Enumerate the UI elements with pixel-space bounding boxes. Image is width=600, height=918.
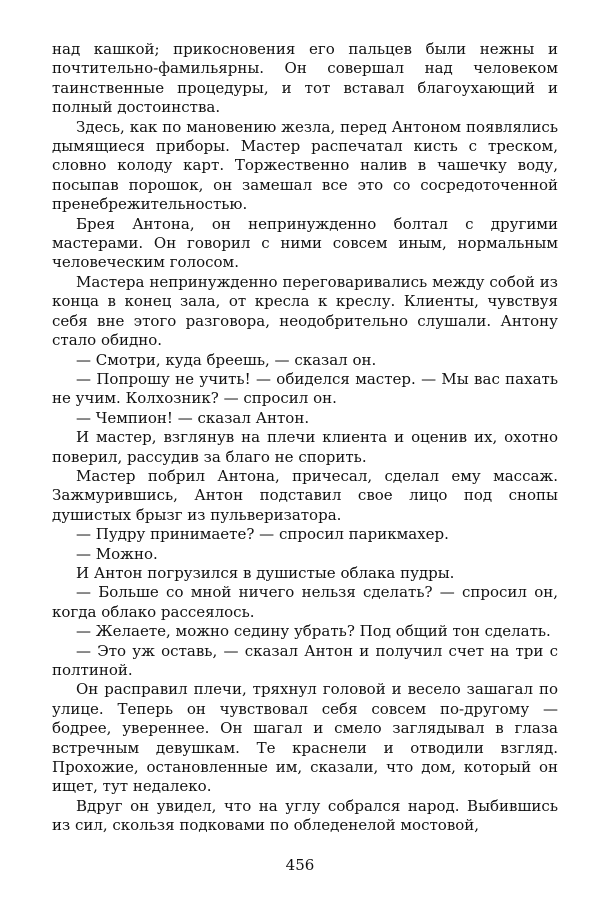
paragraph: над кашкой; прикосновения его пальцев были нежны и почтительно-фамильярны. Он совершал над человеком таинственные процедуры, и тот вставал благоухающий и полный достоинства. <box>52 40 558 117</box>
dialogue-line: — Смотри, куда бреешь, — сказал он. <box>76 350 377 369</box>
paragraph: И Антон погрузился в душистые облака пудры. <box>76 563 455 582</box>
dialogue-line: — Это уж оставь, — сказал Антон и получил счет на три с полтиной. <box>52 641 558 679</box>
paragraph: Здесь, как по мановению жезла, перед Антоном появлялись дымящиеся приборы. Мастер распечатал кисть с треском, словно колоду карт. Торжественно налив в чашечку воду, посыпав порошок, он замешал все это со сосредоточенной пренебрежительностью. <box>52 117 558 214</box>
page-text <box>52 40 558 836</box>
paragraph: И мастер, взглянув на плечи клиента и оценив их, охотно поверил, рассудив за благо не спорить. <box>52 428 558 466</box>
paragraph: Мастера непринужденно переговаривались между собой из конца в конец зала, от кресла к креслу. Клиенты, чувствуя себя вне этого разговора, неодобрительно слушали. Антону стало обидно. <box>52 272 558 350</box>
dialogue-line: — Желаете, можно седину убрать? Под общий тон сделать. <box>76 622 551 641</box>
paragraph: Он расправил плечи, тряхнул головой и весело зашагал по улице. Теперь он чувствовал себя совсем по-другому — бодрее, увереннее. Он шагал и смело заглядывал в глаза встречным девушкам. Те краснели и отводили взгляд. Прохожие, остановленные им, сказали, что дом, который он ищет, тут недалеко. <box>52 680 558 796</box>
paragraph: Вдруг он увидел, что на углу собрался народ. Выбившись из сил, скользя подковами по обледенелой мостовой, <box>52 796 558 835</box>
dialogue-line: — Можно. <box>76 544 158 563</box>
dialogue-line: — Больше со мной ничего нельзя сделать? — спросил он, когда облако рассеялось. <box>52 583 558 621</box>
paragraph: Мастер побрил Антона, причесал, сделал ему массаж. Зажмурившись, Антон подставил свое лицо под снопы душистых брызг из пульверизатора. <box>52 466 558 524</box>
paragraph: Брея Антона, он непринужденно болтал с другими мастерами. Он говорил с ними совсем иным, нормальным человеческим голосом. <box>52 214 558 272</box>
page-number: 456 <box>285 856 315 874</box>
dialogue-line: — Попрошу не учить! — обиделся мастер. — Мы вас пахать не учим. Колхозник? — спросил он. <box>52 369 558 408</box>
dialogue-line: — Чемпион! — сказал Антон. <box>76 408 310 427</box>
dialogue-line: — Пудру принимаете? — спросил парикмахер. <box>76 525 449 544</box>
